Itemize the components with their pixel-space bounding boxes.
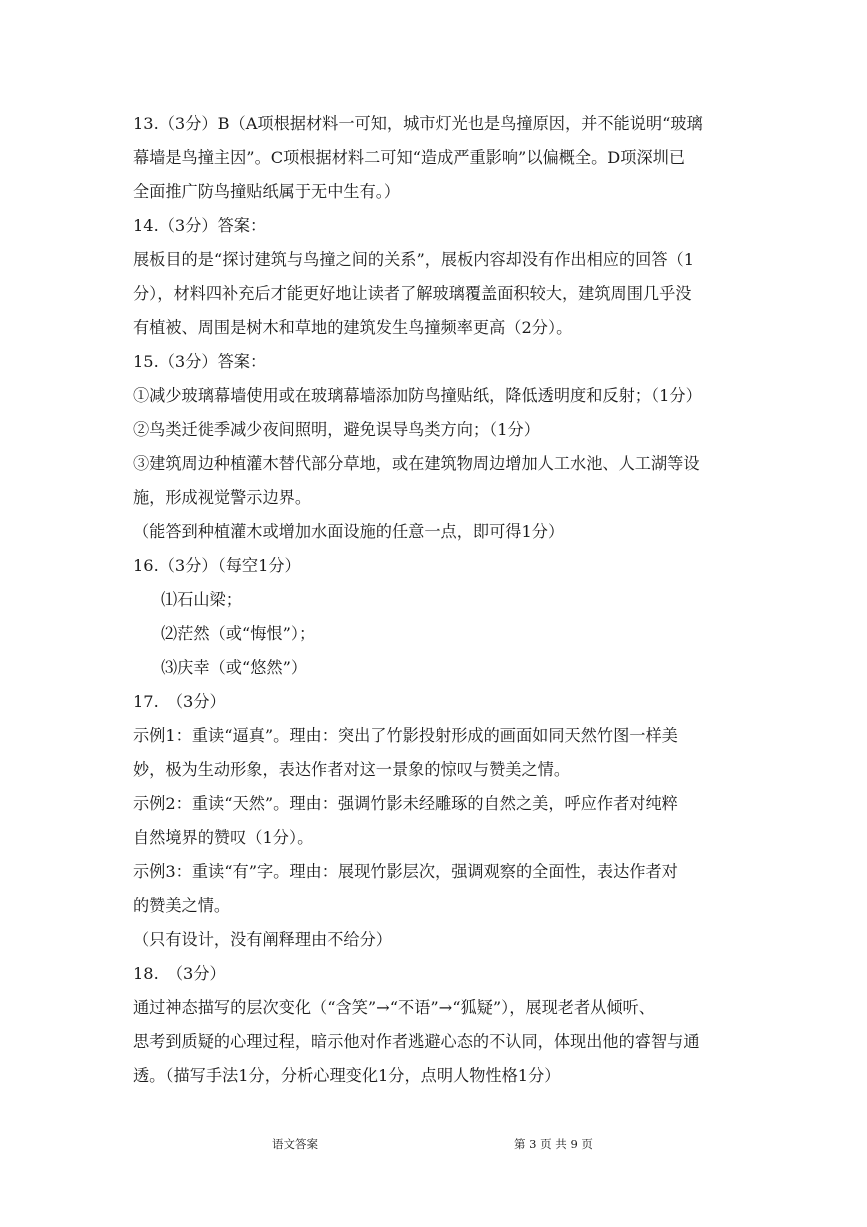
answer-content <box>133 107 741 1093</box>
q16-answer-2: ⑵茫然（或“悔恨”）； <box>161 624 316 643</box>
q13-line-1: 13.（3分）B（A项根据材料一可知，城市灯光也是鸟撞原因，并不能说明“玻璃 <box>133 114 703 133</box>
q14-line-2: 分），材料四补充后才能更好地让读者了解玻璃覆盖面积较大，建筑周围几乎没 <box>133 284 692 303</box>
q14-line-1: 展板目的是“探讨建筑与鸟撞之间的关系”，展板内容却没有作出相应的回答（1 <box>133 250 695 269</box>
q15-point-3-line-2: 施，形成视觉警示边界。 <box>133 488 312 507</box>
q14-heading: 14.（3分）答案： <box>133 216 267 235</box>
q17-heading: 17. （3分） <box>133 692 226 711</box>
q17-example-3-line-2: 的赞美之情。 <box>133 896 231 915</box>
q14-line-3: 有植被、周围是树木和草地的建筑发生鸟撞频率更高（2分）。 <box>133 318 573 337</box>
q18-line-2: 思考到质疑的心理过程，暗示他对作者逃避心态的不认同，体现出他的睿智与通 <box>133 1032 700 1051</box>
q13-line-2: 幕墙是鸟撞主因”。C项根据材料二可知“造成严重影响”以偏概全。D项深圳已 <box>133 148 686 167</box>
q16-answer-1: ⑴石山梁； <box>161 590 242 609</box>
q17-example-2-line-2: 自然境界的赞叹（1分）。 <box>133 828 314 847</box>
q18-line-3: 透。（描写手法1分，分析心理变化1分，点明人物性格1分） <box>133 1066 561 1085</box>
q18-heading: 18. （3分） <box>133 964 226 983</box>
q15-point-3-line-1: ③建筑周边种植灌木替代部分草地，或在建筑物周边增加人工水池、人工湖等设 <box>133 454 700 473</box>
footer-page-number: 第 3 页 共 9 页 <box>514 1137 593 1151</box>
q16-heading: 16.（3分）（每空1分） <box>133 556 301 575</box>
q15-point-1: ①减少玻璃幕墙使用或在玻璃幕墙添加防鸟撞贴纸，降低透明度和反射；（1分） <box>133 386 702 405</box>
q17-note: （只有设计，没有阐释理由不给分） <box>133 930 392 949</box>
page-footer <box>0 1133 867 1155</box>
q15-heading: 15.（3分）答案： <box>133 352 267 371</box>
q17-example-1-line-1: 示例1：重读“逼真”。理由：突出了竹影投射形成的画面如同天然竹图一样美 <box>133 726 678 745</box>
q13-line-3: 全面推广防鸟撞贴纸属于无中生有。） <box>133 182 401 201</box>
q17-example-3-line-1: 示例3：重读“有”字。理由：展现竹影层次，强调观察的全面性，表达作者对 <box>133 862 678 881</box>
footer-subject: 语文答案 <box>272 1137 318 1151</box>
q18-line-1: 通过神态描写的层次变化（“含笑”→“不语”→“狐疑”），展现老者从倾听、 <box>133 998 655 1017</box>
q17-example-1-line-2: 妙，极为生动形象，表达作者对这一景象的惊叹与赞美之情。 <box>133 760 571 779</box>
q15-note: （能答到种植灌木或增加水面设施的任意一点，即可得1分） <box>133 522 565 541</box>
q15-point-2: ②鸟类迁徙季减少夜间照明，避免误导鸟类方向；（1分） <box>133 420 540 439</box>
q16-answer-3: ⑶庆幸（或“悠然”） <box>161 658 308 677</box>
q17-example-2-line-1: 示例2：重读“天然”。理由：强调竹影未经雕琢的自然之美，呼应作者对纯粹 <box>133 794 678 813</box>
